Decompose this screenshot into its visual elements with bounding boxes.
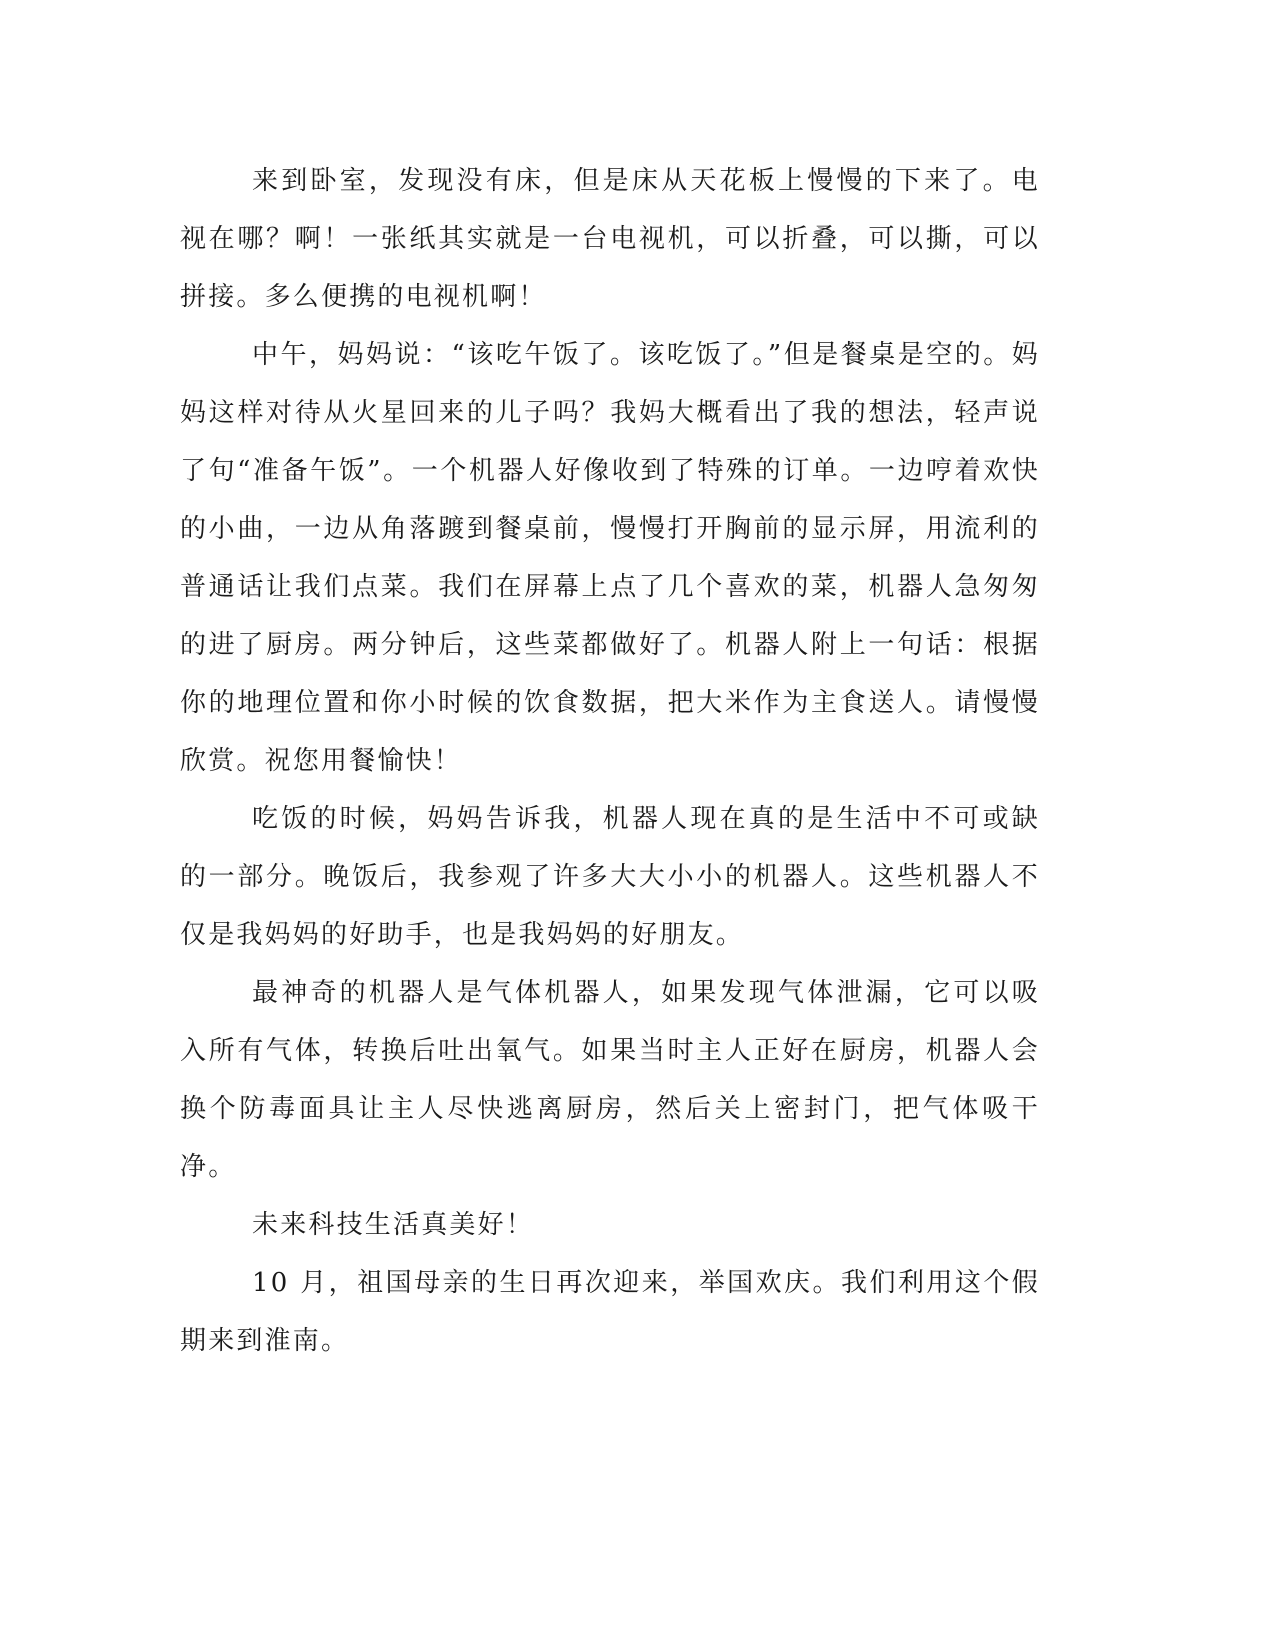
paragraph-lunch: 中午，妈妈说：“该吃午饭了。该吃饭了。”但是餐桌是空的。妈妈这样对待从火星回来的儿子吗？我妈大概看出了我的想法，轻声说了句“准备午饭”。一个机器人好像收到了特殊的订单。一边哼着欢快的小曲，一边从角落踱到餐桌前，慢慢打开胸前的显示屏，用流利的普通话让我们点菜。我们在屏幕上点了几个喜欢的菜，机器人急匆匆的进了厨房。两分钟后，这些菜都做好了。机器人附上一句话：根据你的地理位置和你小时候的饮食数据，把大米作为主食送人。请慢慢欣赏。祝您用餐愉快！ <box>180 340 1040 776</box>
paragraph-gas-robot: 最神奇的机器人是气体机器人，如果发现气体泄漏，它可以吸入所有气体，转换后吐出氧气。如果当时主人正好在厨房，机器人会换个防毒面具让主人尽快逃离厨房，然后关上密封门，把气体吸干净。 <box>180 978 1040 1182</box>
document-body <box>180 152 1040 1370</box>
paragraph-october: 10 月，祖国母亲的生日再次迎来，举国欢庆。我们利用这个假期来到淮南。 <box>180 1268 1040 1356</box>
paragraph-closing: 未来科技生活真美好！ <box>252 1210 535 1240</box>
paragraph-robots: 吃饭的时候，妈妈告诉我，机器人现在真的是生活中不可或缺的一部分。晚饭后，我参观了许多大大小小的机器人。这些机器人不仅是我妈妈的好助手，也是我妈妈的好朋友。 <box>180 804 1040 950</box>
paragraph-bedroom: 来到卧室，发现没有床，但是床从天花板上慢慢的下来了。电视在哪？啊！一张纸其实就是一台电视机，可以折叠，可以撕，可以拼接。多么便携的电视机啊！ <box>180 166 1040 312</box>
